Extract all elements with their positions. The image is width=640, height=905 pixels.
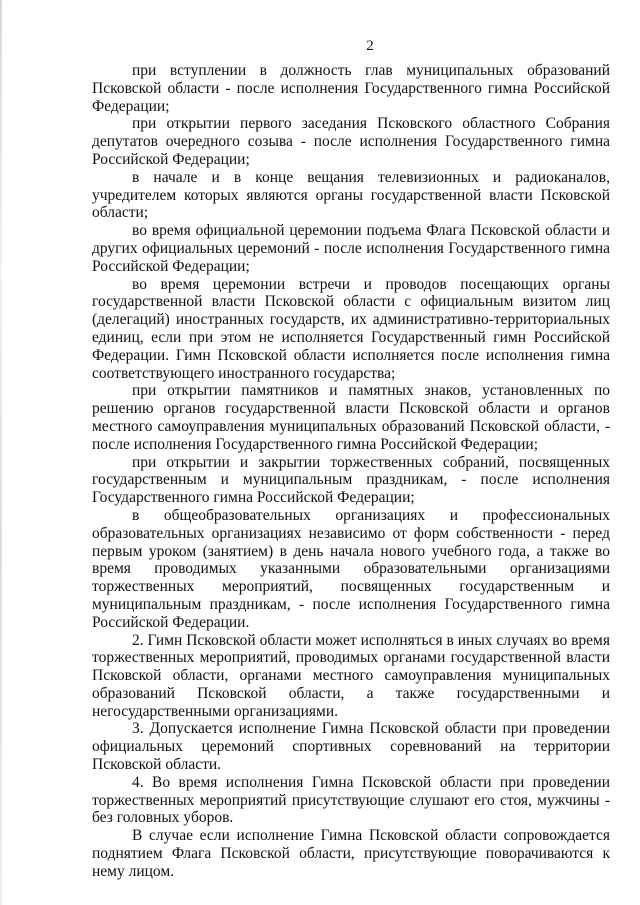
paragraph: в общеобразовательных организациях и профессиональных образовательных организациях независимо от форм собственности - перед первым уроком (занятием) в день начала нового учебного года, а также во время проводимых указанными образовательными организациями торжественных мероприятий, посвященных государственным и муниципальным праздникам, - после исполнения Государственного гимна Российской Федерации. [92, 506, 610, 631]
paragraph: при вступлении в должность глав муниципальных образований Псковской области - после исполнения Государственного гимна Российской Федерации; [92, 62, 610, 115]
paragraph: в начале и в конце вещания телевизионных и радиоканалов, учредителем которых являются органы государственной власти Псковской области; [92, 168, 610, 222]
paragraph: во время церемонии встречи и проводов посещающих органы государственной власти Псковской области с официальным визитом лиц (делегаций) иностранных государств, их административно-территориальных единиц, если при этом не исполняется Государственный гимн Российской Федерации. Гимн Псковской области исполняется после исполнения гимна соответствующего иностранного государства; [92, 275, 610, 382]
paragraph-section-4: 4. Во время исполнения Гимна Псковской области при проведении торжественных мероприятий присутствующие слушают его стоя, мужчины - без головных уборов. [92, 773, 610, 827]
paragraph-section-2: 2. Гимн Псковской области может исполняться в иных случаях во время торжественных мероприятий, проводимых органами государственной власти Псковской области, органами местного самоуправления муниципальных образований Псковской области, а также государственными и негосударственными организациями. [92, 631, 610, 720]
page-number: 2 [366, 38, 374, 54]
scan-edge [0, 0, 2, 905]
document-body [92, 62, 610, 881]
paragraph: В случае если исполнение Гимна Псковской области сопровождается поднятием Флага Псковской области, присутствующие поворачиваются к нему лицом. [92, 827, 610, 880]
paragraph: при открытии памятников и памятных знаков, установленных по решению органов государственной власти Псковской области и органов местного самоуправления муниципальных образований Псковской области, - после исполнения Государственного гимна Российской Федерации; [92, 382, 610, 453]
paragraph: во время официальной церемонии подъема Флага Псковской области и других официальных церемоний - после исполнения Государственного гимна Российской Федерации; [92, 222, 610, 275]
paragraph: при открытии первого заседания Псковского областного Собрания депутатов очередного созыва - после исполнения Государственного гимна Российской Федерации; [92, 115, 610, 168]
paragraph-section-3: 3. Допускается исполнение Гимна Псковской области при проведении официальных церемоний спортивных соревнований на территории Псковской области. [92, 720, 610, 774]
paragraph: при открытии и закрытии торжественных собраний, посвященных государственным и муниципальным праздникам, - после исполнения Государственного гимна Российской Федерации; [92, 453, 610, 507]
